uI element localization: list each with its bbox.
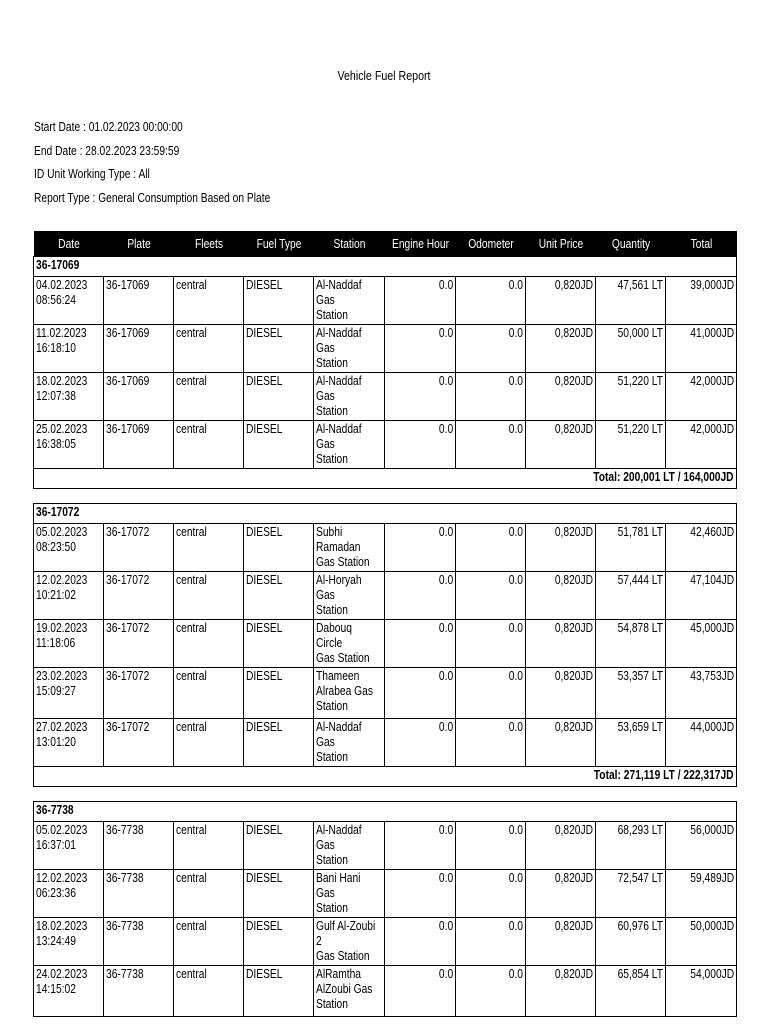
- table-row: [34, 572, 737, 620]
- table-row: [34, 277, 737, 325]
- cell-plate: 36-7738: [104, 966, 174, 1017]
- report-title: Vehicle Fuel Report: [337, 68, 431, 83]
- cell-odometer: 0.0: [456, 277, 526, 325]
- fuel-report-table: [33, 231, 737, 1017]
- table-row: [34, 325, 737, 373]
- cell-plate: 36-7738: [104, 918, 174, 966]
- cell-odometer: 0.0: [456, 918, 526, 966]
- cell-plate: 36-17072: [104, 719, 174, 767]
- cell-engine-hour: 0.0: [385, 524, 456, 572]
- cell-plate: 36-17069: [104, 421, 174, 469]
- table-body: [34, 257, 737, 1017]
- table-row: [34, 870, 737, 918]
- cell-engine-hour: 0.0: [385, 966, 456, 1017]
- group-spacer: [34, 787, 737, 802]
- cell-date: 05.02.2023 16:37:01: [34, 822, 104, 870]
- cell-station: Al-Naddaf Gas Station: [314, 822, 385, 870]
- group-spacer: [34, 489, 737, 504]
- col-date: Date: [34, 231, 104, 257]
- cell-fleet: central: [174, 719, 244, 767]
- cell-total: 59,489JD: [666, 870, 737, 918]
- cell-station: Thameen Alrabea Gas Station: [314, 668, 385, 719]
- cell-total: 42,460JD: [666, 524, 737, 572]
- col-total: Total: [666, 231, 737, 257]
- cell-fuel-type: DIESEL: [244, 620, 314, 668]
- cell-odometer: 0.0: [456, 325, 526, 373]
- cell-date: 23.02.2023 15:09:27: [34, 668, 104, 719]
- col-unit-price: Unit Price: [526, 231, 596, 257]
- cell-unit-price: 0,820JD: [526, 325, 596, 373]
- cell-date: 04.02.2023 08:56:24: [34, 277, 104, 325]
- cell-fuel-type: DIESEL: [244, 822, 314, 870]
- cell-odometer: 0.0: [456, 870, 526, 918]
- cell-station: Al-Horyah Gas Station: [314, 572, 385, 620]
- cell-fuel-type: DIESEL: [244, 373, 314, 421]
- table-row: [34, 966, 737, 1017]
- cell-plate: 36-7738: [104, 870, 174, 918]
- cell-total: 45,000JD: [666, 620, 737, 668]
- cell-plate: 36-17069: [104, 277, 174, 325]
- group-total-row: [34, 767, 737, 787]
- cell-engine-hour: 0.0: [385, 421, 456, 469]
- cell-odometer: 0.0: [456, 719, 526, 767]
- table-row: [34, 373, 737, 421]
- plate-group-label: 36-7738: [34, 802, 737, 822]
- cell-plate: 36-17072: [104, 524, 174, 572]
- plate-group-header: [34, 802, 737, 822]
- plate-group-label: 36-17069: [34, 257, 737, 277]
- cell-engine-hour: 0.0: [385, 277, 456, 325]
- cell-quantity: 72,547 LT: [596, 870, 666, 918]
- spacer-cell: [34, 489, 737, 504]
- cell-date: 05.02.2023 08:23:50: [34, 524, 104, 572]
- cell-quantity: 60,976 LT: [596, 918, 666, 966]
- cell-engine-hour: 0.0: [385, 719, 456, 767]
- cell-plate: 36-17069: [104, 325, 174, 373]
- col-odometer: Odometer: [456, 231, 526, 257]
- cell-odometer: 0.0: [456, 421, 526, 469]
- group-total: Total: 271,119 LT / 222,317JD: [34, 767, 737, 787]
- cell-engine-hour: 0.0: [385, 668, 456, 719]
- cell-station: Al-Naddaf Gas Station: [314, 421, 385, 469]
- cell-quantity: 51,220 LT: [596, 373, 666, 421]
- cell-engine-hour: 0.0: [385, 870, 456, 918]
- end-date: End Date : 28.02.2023 23:59:59: [34, 143, 180, 158]
- cell-fuel-type: DIESEL: [244, 918, 314, 966]
- cell-total: 42,000JD: [666, 373, 737, 421]
- col-plate: Plate: [104, 231, 174, 257]
- cell-fleet: central: [174, 421, 244, 469]
- cell-fuel-type: DIESEL: [244, 719, 314, 767]
- cell-unit-price: 0,820JD: [526, 373, 596, 421]
- cell-quantity: 47,561 LT: [596, 277, 666, 325]
- table-row: [34, 822, 737, 870]
- cell-plate: 36-7738: [104, 822, 174, 870]
- cell-engine-hour: 0.0: [385, 325, 456, 373]
- cell-station: Al-Naddaf Gas Station: [314, 325, 385, 373]
- cell-fuel-type: DIESEL: [244, 277, 314, 325]
- cell-total: 47,104JD: [666, 572, 737, 620]
- table-row: [34, 719, 737, 767]
- cell-station: Subhi Ramadan Gas Station: [314, 524, 385, 572]
- cell-station: AlRamtha AlZoubi Gas Station: [314, 966, 385, 1017]
- cell-unit-price: 0,820JD: [526, 918, 596, 966]
- cell-total: 42,000JD: [666, 421, 737, 469]
- unit-working-type: ID Unit Working Type : All: [34, 167, 150, 181]
- cell-unit-price: 0,820JD: [526, 620, 596, 668]
- cell-total: 39,000JD: [666, 277, 737, 325]
- cell-quantity: 65,854 LT: [596, 966, 666, 1017]
- cell-engine-hour: 0.0: [385, 572, 456, 620]
- cell-fleet: central: [174, 870, 244, 918]
- cell-station: Dabouq Circle Gas Station: [314, 620, 385, 668]
- cell-date: 19.02.2023 11:18:06: [34, 620, 104, 668]
- table-row: [34, 524, 737, 572]
- cell-odometer: 0.0: [456, 373, 526, 421]
- cell-odometer: 0.0: [456, 524, 526, 572]
- cell-quantity: 68,293 LT: [596, 822, 666, 870]
- cell-engine-hour: 0.0: [385, 620, 456, 668]
- cell-unit-price: 0,820JD: [526, 277, 596, 325]
- cell-quantity: 50,000 LT: [596, 325, 666, 373]
- cell-plate: 36-17072: [104, 668, 174, 719]
- table-row: [34, 918, 737, 966]
- cell-odometer: 0.0: [456, 966, 526, 1017]
- cell-date: 11.02.2023 16:18:10: [34, 325, 104, 373]
- spacer-cell: [34, 787, 737, 802]
- cell-fuel-type: DIESEL: [244, 325, 314, 373]
- cell-fleet: central: [174, 572, 244, 620]
- col-fuel-type: Fuel Type: [244, 231, 314, 257]
- report-type: Report Type : General Consumption Based on Plate: [34, 190, 271, 205]
- group-total: Total: 200,001 LT / 164,000JD: [34, 469, 737, 489]
- cell-fleet: central: [174, 822, 244, 870]
- col-station: Station: [314, 231, 385, 257]
- cell-fleet: central: [174, 668, 244, 719]
- cell-quantity: 54,878 LT: [596, 620, 666, 668]
- cell-unit-price: 0,820JD: [526, 572, 596, 620]
- cell-plate: 36-17072: [104, 572, 174, 620]
- col-engine-hour: Engine Hour: [385, 231, 456, 257]
- cell-fuel-type: DIESEL: [244, 421, 314, 469]
- plate-group-label: 36-17072: [34, 504, 737, 524]
- col-quantity: Quantity: [596, 231, 666, 257]
- start-date: Start Date : 01.02.2023 00:00:00: [34, 120, 183, 134]
- cell-station: Gulf Al-Zoubi 2 Gas Station: [314, 918, 385, 966]
- cell-unit-price: 0,820JD: [526, 870, 596, 918]
- cell-total: 44,000JD: [666, 719, 737, 767]
- cell-fleet: central: [174, 277, 244, 325]
- cell-engine-hour: 0.0: [385, 373, 456, 421]
- table-header-row: [34, 231, 737, 257]
- table-row: [34, 421, 737, 469]
- cell-engine-hour: 0.0: [385, 918, 456, 966]
- cell-quantity: 51,781 LT: [596, 524, 666, 572]
- cell-fleet: central: [174, 918, 244, 966]
- cell-quantity: 53,659 LT: [596, 719, 666, 767]
- cell-fuel-type: DIESEL: [244, 572, 314, 620]
- table-row: [34, 620, 737, 668]
- col-fleets: Fleets: [174, 231, 244, 257]
- cell-odometer: 0.0: [456, 620, 526, 668]
- cell-plate: 36-17072: [104, 620, 174, 668]
- cell-engine-hour: 0.0: [385, 822, 456, 870]
- cell-date: 12.02.2023 10:21:02: [34, 572, 104, 620]
- cell-odometer: 0.0: [456, 572, 526, 620]
- report-meta: [34, 116, 322, 210]
- cell-date: 18.02.2023 12:07:38: [34, 373, 104, 421]
- cell-odometer: 0.0: [456, 822, 526, 870]
- group-total-row: [34, 469, 737, 489]
- cell-unit-price: 0,820JD: [526, 524, 596, 572]
- cell-unit-price: 0,820JD: [526, 421, 596, 469]
- cell-plate: 36-17069: [104, 373, 174, 421]
- cell-total: 50,000JD: [666, 918, 737, 966]
- cell-total: 41,000JD: [666, 325, 737, 373]
- cell-date: 12.02.2023 06:23:36: [34, 870, 104, 918]
- cell-station: Al-Naddaf Gas Station: [314, 373, 385, 421]
- cell-quantity: 51,220 LT: [596, 421, 666, 469]
- plate-group-header: [34, 504, 737, 524]
- cell-fleet: central: [174, 524, 244, 572]
- plate-group-header: [34, 257, 737, 277]
- cell-date: 18.02.2023 13:24:49: [34, 918, 104, 966]
- cell-unit-price: 0,820JD: [526, 719, 596, 767]
- cell-station: Al-Naddaf Gas Station: [314, 719, 385, 767]
- cell-quantity: 53,357 LT: [596, 668, 666, 719]
- cell-fuel-type: DIESEL: [244, 966, 314, 1017]
- cell-fleet: central: [174, 373, 244, 421]
- cell-fleet: central: [174, 966, 244, 1017]
- cell-total: 43,753JD: [666, 668, 737, 719]
- cell-fuel-type: DIESEL: [244, 870, 314, 918]
- cell-station: Al-Naddaf Gas Station: [314, 277, 385, 325]
- cell-unit-price: 0,820JD: [526, 966, 596, 1017]
- cell-station: Bani Hani Gas Station: [314, 870, 385, 918]
- cell-total: 54,000JD: [666, 966, 737, 1017]
- cell-date: 25.02.2023 16:38:05: [34, 421, 104, 469]
- cell-fleet: central: [174, 325, 244, 373]
- cell-total: 56,000JD: [666, 822, 737, 870]
- cell-fleet: central: [174, 620, 244, 668]
- cell-date: 27.02.2023 13:01:20: [34, 719, 104, 767]
- cell-quantity: 57,444 LT: [596, 572, 666, 620]
- cell-unit-price: 0,820JD: [526, 668, 596, 719]
- cell-fuel-type: DIESEL: [244, 524, 314, 572]
- cell-unit-price: 0,820JD: [526, 822, 596, 870]
- cell-date: 24.02.2023 14:15:02: [34, 966, 104, 1017]
- cell-odometer: 0.0: [456, 668, 526, 719]
- cell-fuel-type: DIESEL: [244, 668, 314, 719]
- table-row: [34, 668, 737, 719]
